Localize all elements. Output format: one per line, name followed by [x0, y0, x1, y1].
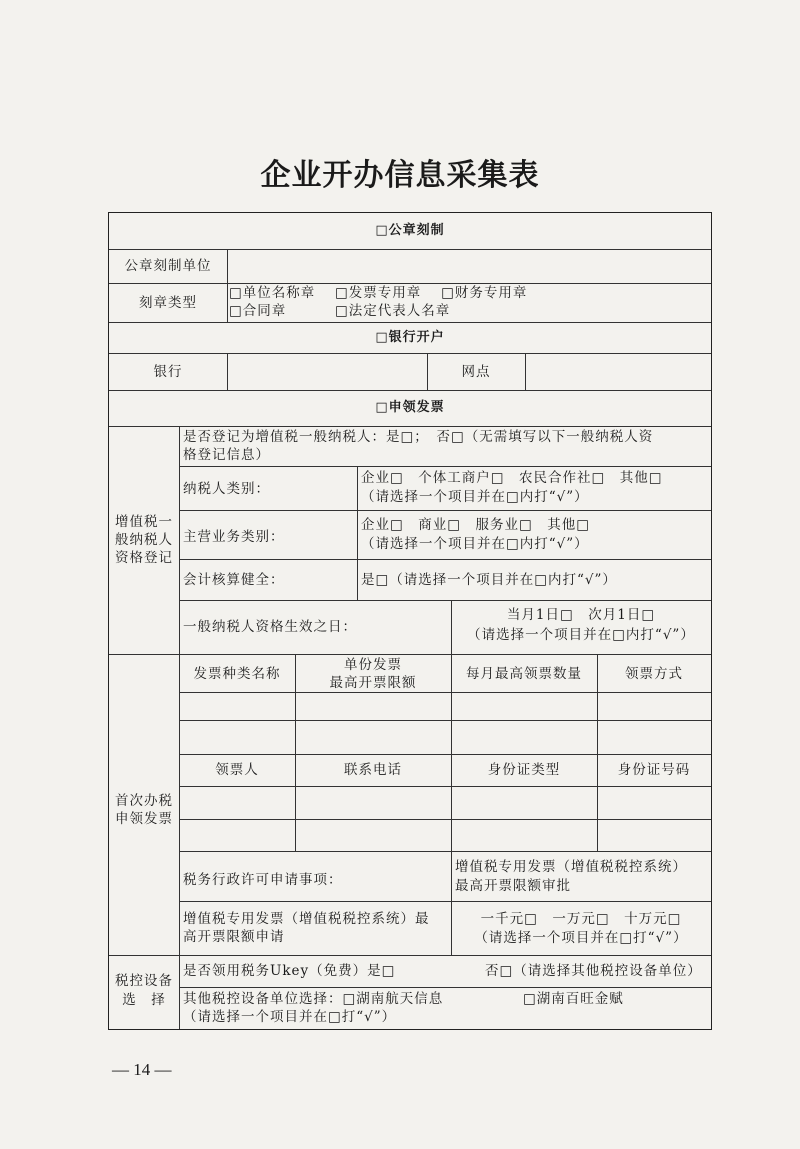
effective-date-label: 一般纳税人资格生效之日：	[183, 619, 357, 635]
seal-type-options-2[interactable]: □合同章 □法定代表人名章	[229, 303, 451, 319]
bank-label: 银行	[153, 364, 183, 380]
bank-section-header[interactable]: □银行开户	[375, 330, 445, 345]
effective-date-note: （请选择一个项目并在□内打“√”）	[467, 627, 695, 643]
taxpayer-type-label: 纳税人类别：	[183, 481, 270, 497]
vat-section-label-3: 资格登记	[115, 550, 173, 566]
taxpayer-type-note: （请选择一个项目并在□内打“√”）	[361, 489, 589, 505]
invoice-section-header[interactable]: □申领发票	[375, 400, 445, 415]
first-invoice-label-2: 申领发票	[115, 811, 173, 827]
taxpayer-type-options[interactable]: 企业□ 个体工商户□ 农民合作社□ 其他□	[361, 470, 663, 486]
page-number: — 14 —	[112, 1060, 172, 1079]
limit-application-label-1: 增值税专用发票（增值税税控系统）最	[183, 911, 430, 927]
seal-type-options-1[interactable]: □单位名称章 □发票专用章 □财务专用章	[229, 285, 528, 301]
col-invoice-type: 发票种类名称	[193, 666, 281, 682]
branch-label: 网点	[461, 364, 491, 380]
general-taxpayer-question-1[interactable]: 是否登记为增值税一般纳税人：是□； 否□（无需填写以下一般纳税人资	[183, 429, 654, 445]
col-receive-method: 领票方式	[625, 666, 683, 682]
device-label-1: 税控设备	[115, 973, 173, 989]
col-id-type: 身份证类型	[487, 762, 561, 778]
general-taxpayer-question-2: 格登记信息）	[183, 447, 270, 463]
business-type-options[interactable]: 企业□ 商业□ 服务业□ 其他□	[361, 517, 591, 533]
ukey-no-option[interactable]: 否□（请选择其他税控设备单位）	[485, 963, 702, 979]
limit-application-options[interactable]: 一千元□ 一万元□ 十万元□	[480, 911, 682, 927]
admin-permit-value-2: 最高开票限额审批	[455, 878, 571, 894]
col-single-limit-1: 单份发票	[344, 657, 402, 673]
first-invoice-label-1: 首次办税	[115, 793, 173, 809]
other-device-option-2[interactable]: □湖南百旺金赋	[523, 991, 624, 1007]
col-single-limit-2: 最高开票限额	[329, 675, 417, 691]
device-label-2: 选 择	[122, 992, 166, 1008]
col-phone: 联系电话	[344, 762, 402, 778]
effective-date-options[interactable]: 当月1日□ 次月1日□	[506, 607, 656, 623]
col-monthly-max: 每月最高领票数量	[466, 666, 582, 682]
col-receiver: 领票人	[215, 762, 259, 778]
limit-application-note: （请选择一个项目并在□打“√”）	[474, 930, 688, 946]
ukey-question[interactable]: 是否领用税务Ukey（免费）是□	[183, 963, 396, 979]
business-type-note: （请选择一个项目并在□内打“√”）	[361, 536, 589, 552]
limit-application-label-2: 高开票限额申请	[183, 929, 285, 945]
admin-permit-value-1: 增值税专用发票（增值税税控系统）	[455, 859, 687, 875]
col-id-number: 身份证号码	[617, 762, 691, 778]
other-device-note: （请选择一个项目并在□打“√”）	[183, 1009, 397, 1025]
seal-type-label: 刻章类型	[139, 295, 197, 311]
vat-section-label-2: 般纳税人	[115, 532, 173, 548]
other-device-label[interactable]: 其他税控设备单位选择：□湖南航天信息	[183, 991, 444, 1007]
enterprise-info-form	[108, 212, 712, 1030]
accounting-options[interactable]: 是□（请选择一个项目并在□内打“√”）	[361, 572, 617, 588]
page-title: 企业开办信息采集表	[260, 158, 540, 193]
admin-permit-label: 税务行政许可申请事项：	[183, 872, 343, 888]
vat-section-label-1: 增值税一	[115, 514, 173, 530]
seal-section-header[interactable]: □公章刻制	[375, 223, 445, 238]
seal-unit-label: 公章刻制单位	[124, 258, 212, 274]
accounting-label: 会计核算健全：	[183, 572, 285, 588]
business-type-label: 主营业务类别：	[183, 529, 285, 545]
